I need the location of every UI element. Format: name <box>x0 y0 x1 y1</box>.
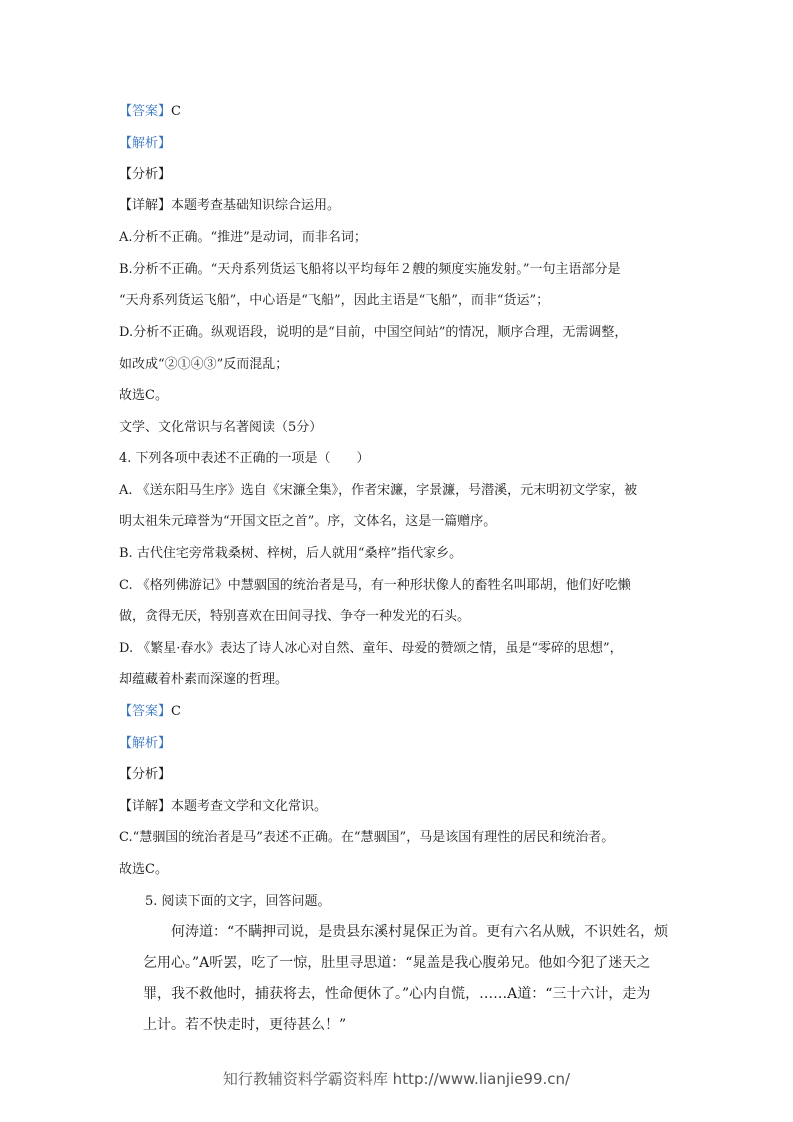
option-b-analysis-line2: “天舟系列货运飞船”，中心语是“飞船”，因此主语是“飞船”，而非“货运”； <box>119 293 550 308</box>
passage-line4: 上计。若不快走时，更待甚么！” <box>143 1017 347 1033</box>
q4-option-a-line1: A. 《送东阳马生序》选自《宋濂全集》，作者宋濂，字景濂，号潜溪，元末明初文学家，被 <box>119 483 638 498</box>
fenxi-label-1: 【分析】 <box>119 167 172 182</box>
section-title: 文学、文化常识与名著阅读（5分） <box>119 420 323 435</box>
q4-option-a-line2: 明太祖朱元璋誉为“开国文臣之首”。序，文体名，这是一篇赠序。 <box>119 514 497 529</box>
passage-line2: 乞用心。”A听罢，吃了一惊，肚里寻思道：“晁盖是我心腹弟兄。他如今犯了迷天之 <box>143 955 651 971</box>
question-5-stem: 5. 阅读下面的文字，回答问题。 <box>145 894 331 909</box>
option-d-analysis-line2: 如改成“②①④③”反而混乱； <box>119 357 289 372</box>
fenxi-label-2: 【分析】 <box>119 767 172 782</box>
q4-option-d-line1: D. 《繁星·春水》表达了诗人冰心对自然、童年、母爱的赞颂之情，虽是“零碎的思想”， <box>119 641 623 656</box>
passage-line3: 罪，我不救他时，捕获将去，性命便休了。”心内自慌，……A道：“三十六计，走为 <box>143 986 651 1002</box>
option-a-analysis: A.分析不正确。“推进”是动词，而非名词； <box>119 230 367 245</box>
answer-label: 【答案】 <box>119 104 172 119</box>
answer-line-1 <box>119 103 689 121</box>
answer-label: 【答案】 <box>119 704 172 719</box>
footer-watermark: 知行教辅资料学霸资料库 http://www.lianjie99.cn/ <box>222 1070 571 1088</box>
option-d-analysis-line1: D.分析不正确。纵观语段，说明的是“目前，中国空间站”的情况，顺序合理，无需调整， <box>119 325 628 340</box>
conclusion-2: 故选C。 <box>119 862 168 877</box>
passage-line1: 何涛道：“不瞒押司说，是贵县东溪村晁保正为首。更有六名从贼，不识姓名，烦 <box>171 924 669 940</box>
answer-value: C <box>171 704 181 719</box>
detail-line-1: 【详解】本题考查基础知识综合运用。 <box>119 198 341 213</box>
conclusion-1: 故选C。 <box>119 388 168 403</box>
q4-option-c-line1: C. 《格列佛游记》中慧骃国的统治者是马，有一种形状像人的畜牲名叫耶胡，他们好吃懒 <box>119 578 631 593</box>
analysis-label-2: 【解析】 <box>119 736 172 751</box>
q4-option-d-line2: 却蕴藏着朴素而深邃的哲理。 <box>119 672 289 687</box>
question-4-stem: 4. 下列各项中表述不正确的一项是（ ） <box>119 451 370 466</box>
option-b-analysis-line1: B.分析不正确。“天舟系列货运飞船将以平均每年２艘的频度实施发射。”一句主语部分是 <box>119 262 621 277</box>
q4-option-c-line2: 做，贪得无厌，特别喜欢在田间寻找、争夺一种发光的石头。 <box>119 609 471 624</box>
detail-line-2: 【详解】本题考查文学和文化常识。 <box>119 799 328 814</box>
answer-line-2 <box>119 703 689 721</box>
analysis-label-1: 【解析】 <box>119 136 172 151</box>
q4-option-b: B. 古代住宅旁常栽桑树、梓树，后人就用“桑梓”指代家乡。 <box>119 546 463 561</box>
option-c-analysis: C.“慧骃国的统治者是马”表述不正确。在“慧骃国”，马是该国有理性的居民和统治者。 <box>119 830 615 845</box>
answer-value: C <box>171 104 181 119</box>
